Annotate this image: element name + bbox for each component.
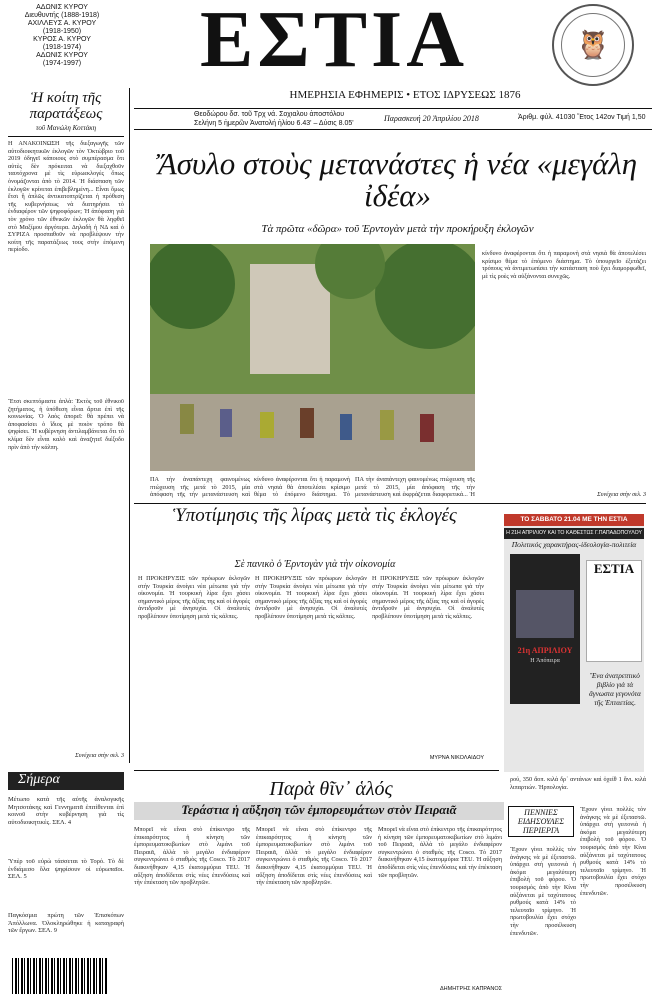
barcode xyxy=(12,958,108,994)
promo-sub: Η 21Η ΑΠΡΙΛΙΟΥ ΚΑΙ ΤΟ ΚΑΘΕΣΤΩΣ Γ.ΠΑΠΑΔΟΠΟΥΛΟΥ xyxy=(504,528,644,539)
simera-item-2: Ὑπὲρ τοῦ εὐρὼ τάσσεται τὸ Τορό. Τὸ δὲ ἐνδιάμεσο ὅλα ψηφίσουν οἱ εὐρωπαῖοι. ΣΕΛ. 5 xyxy=(8,858,124,881)
bottom-rule xyxy=(134,770,499,771)
main-body-right: κίνδυνο ἀναφέρονται ὅτι ἡ παραμονὴ στὰ νησιὰ θὰ ἀποτελέσει κρίσιμο θέμα τὸ ἐπόμενο διάστημα. Τὸ ὑπουργεῖο ἐξετάζει τρόπους νὰ ἀντιμετωπίσει τὴν κατάσταση ποὺ ἔχει διαμορφωθεῖ, μὲ τὶς ροὲς νὰ αὐξάνονται συνεχῶς. xyxy=(482,250,646,280)
para-headline: Τεράστια ἡ αὔξηση τῶν ἐμπορευμάτων στὸν Πειραιᾶ xyxy=(181,803,457,817)
info-bar xyxy=(134,108,652,130)
founder-4: ΑΔΩΝΙΣ ΚΥΡΟΥ xyxy=(36,52,88,59)
main-body-mid2: ΠΑ τὴν ἀναπάντεχη φαινομένως πτώχευση τῆς μετά τὸ 2015, μία ἀπόφαση τῆς τὴν μετανάστευση καὶ ἐκφράζεται διαφορετικά... Ἡ xyxy=(355,476,475,498)
founder-1-years: Διευθυντής (1888-1918) xyxy=(24,12,100,19)
main-continued: Συνέχεια στὴν σελ. 3 xyxy=(597,492,646,498)
simera-title: Σήμερα xyxy=(8,772,124,790)
info-moon: Σελήνη 5 ἡμερῶν Ἀνατολή ἡλίου 6.43' – Δύσις 8.05' xyxy=(194,120,354,127)
main-body-mid: κίνδυνο ἀναφέρονται ὅτι ἡ παραμονὴ στὰ νησιὰ θὰ ἀποτελέσει κρίσιμο θέμα τὸ ἐπόμενο διάστημα. Τὸ xyxy=(254,476,350,498)
left-col-author: τοῦ Μανώλη Κοττάκη xyxy=(35,124,97,132)
left-col-divider xyxy=(8,136,124,137)
masthead-title: ΕΣΤΙΑ xyxy=(200,0,468,84)
col-divider xyxy=(129,88,130,763)
pennies-body-right: Ἔχουν γίνει πολλὲς τὸν ἀνάγκης νὰ μὲ ἐξεταστῶ. ὑπάρχει στὴ γειτονιὰ ἡ ἀκόμα μεγαλύτερη ἐπιβολὴ τοῦ φόρου. Ὁ τουρισμὸς ἀπὸ τὴν Κίνα αὐξάνεται μὲ ταχύτατους ρυθμούς κατὰ 14% τὸ τελευταῖο τρίμηνο. Ἡ πρωτοβουλία ἔχει στόχο τὴν προσέλκυση ἐπενδυτῶν. xyxy=(580,806,646,897)
para-body-col1: Μπορεῖ νὰ εἶναι στὸ ἐπίκεντρο τῆς ἐπικαιρότητος ἡ κίνηση τῶν ἐμπορευματοκιβωτίων στὸ λιμάνι τοῦ Πειραιᾶ, ἀλλὰ τὸ μεγάλο ἐνδιαφέρον συγκεντρώνει ὁ σταθμὸς τῆς Cosco. Τὸ 2017 διακινήθηκαν 4,15 ἑκατομμύρια TEU. Ἡ αὔξηση ἀποδίδεται στὶς νέες ἐπενδύσεις καὶ τὴν ἐπέκταση τῶν προβλητῶν. xyxy=(134,826,250,887)
info-address: Θεοδώρου δσ. τοῦ Τρχ νά. Σοχιαλου ἀποστόλου xyxy=(194,111,345,118)
founder-3: ΚΥΡΟΣ Α. ΚΥΡΟΥ xyxy=(33,36,91,43)
second-subheadline: Σὲ πανικὸ ὁ Ἐρντογὰν γιὰ τὴν οἰκονομία xyxy=(234,559,396,570)
book-cover-photo xyxy=(516,590,574,638)
photo-illustration xyxy=(150,244,475,471)
owl-icon: 🦉 xyxy=(561,13,625,77)
book-subtitle: Η Ἀπόπειρα xyxy=(530,658,560,664)
main-body-left: ΠΑ τὴν ἀναπάντεχη φαινομένως πτώχευση τῆς μετά τὸ 2015, μία ἀπόφαση τῆς τὴν μετανάστευση καὶ xyxy=(150,476,250,498)
simera-item-3: Παγκόσμια πρώτη τῶν Ἐπισκόπων Ἀπόλλωνα. Ὁλοκληρώθηκε ἡ καταγραφὴ τῶν ἔργων. ΣΕΛ. 9 xyxy=(8,912,124,935)
book-title: 21η ΑΠΡΙΛΙΟΥ xyxy=(517,646,573,655)
mini-newspaper-title: ΕΣΤΙΑ xyxy=(593,561,635,576)
pennies-body-left: Ἔχουν γίνει πολλὲς τὸν ἀνάγκης νὰ μὲ ἐξεταστῶ. ὑπάρχει στὴ γειτονιὰ ἡ ἀκόμα μεγαλύτερη ἐπιβολὴ τοῦ φόρου. Ὁ τουρισμὸς ἀπὸ τὴν Κίνα αὐξάνεται μὲ ταχύτατους ρυθμούς κατὰ 14% τὸ τελευταῖο τρίμηνο. Ἡ πρωτοβουλία ἔχει στόχο τὴν προσέλκυση ἐπενδυτῶν. xyxy=(510,846,576,937)
second-headline: Ὑποτίμησις τῆς λίρας μετὰ τὶς ἐκλογές xyxy=(173,505,457,526)
left-col-continued: Συνέχεια στὴν σελ. 3 xyxy=(75,753,124,759)
migrants-photo xyxy=(150,244,475,471)
main-headline: Ἄσυλο στοὺς μετανάστες ἡ νέα «μεγάλη ἰδέα» xyxy=(157,146,638,213)
second-body-col3: Η ΠΡΟΚΗΡΥΞΙΣ τῶν πρόωρων ἐκλογῶν στὴν Τουρκία ἀνοίγει νέα μέτωπα γιὰ τὴν οἰκονομία. Ἡ τουρκικὴ λίρα ἔχει χάσει σημαντικὸ μέρος τῆς ἀξίας της καὶ οἱ ἀγορὲς ἀντιδροῦν μὲ ἀνησυχία. Οἱ ἀναλυτὲς προβλέπουν ὑποτίμηση μετὰ τὶς κάλπες. xyxy=(372,575,484,620)
promo-sub2: Πολιτικός χαρακτήρας-ἰδεολογία-πολιτεία xyxy=(511,540,637,549)
issue-number: Ἀριθμ. φύλ. 41030 Ἔτος 142ον Τιμή 1,50 xyxy=(518,114,646,121)
founders-box xyxy=(8,4,116,68)
founder-3-years: (1918-1974) xyxy=(42,44,82,51)
founder-1: ΑΔΩΝΙΣ ΚΥΡΟΥ xyxy=(36,4,88,11)
second-body-col1: Η ΠΡΟΚΗΡΥΞΙΣ τῶν πρόωρων ἐκλογῶν στὴν Τουρκία ἀνοίγει νέα μέτωπα γιὰ τὴν οἰκονομία. Ἡ τουρκικὴ λίρα ἔχει χάσει σημαντικὸ μέρος τῆς ἀξίας της καὶ οἱ ἀγορὲς ἀντιδροῦν μὲ ἀνησυχία. Οἱ ἀναλυτὲς προβλέπουν ὑποτίμηση μετὰ τὶς κάλπες. xyxy=(138,575,250,620)
founder-4-years: (1974-1997) xyxy=(42,60,82,67)
para-author: ΔΗΜΗΤΡΗΣ ΚΑΠΡΑΝΟΣ xyxy=(439,986,502,992)
seal-logo xyxy=(552,4,634,86)
newspaper-subtitle: ΗΜΕΡΗΣΙΑ ΕΦΗΜΕΡΙΣ • ΕΤΟΣ ΙΔΡΥΣΕΩΣ 1876 xyxy=(289,89,521,101)
para-body-col2: Μπορεῖ νὰ εἶναι στὸ ἐπίκεντρο τῆς ἐπικαιρότητος ἡ κίνηση τῶν ἐμπορευματοκιβωτίων στὸ λιμάνι τοῦ Πειραιᾶ, ἀλλὰ τὸ μεγάλο ἐνδιαφέρον συγκεντρώνει ὁ σταθμὸς τῆς Cosco. Τὸ 2017 διακινήθηκαν 4,15 ἑκατομμύρια TEU. Ἡ αὔξηση ἀποδίδεται στὶς νέες ἐπενδύσεις καὶ τὴν ἐπέκταση τῶν προβλητῶν. xyxy=(256,826,372,887)
issue-date: Παρασκευή 20 Ἀπριλίου 2018 xyxy=(384,114,479,123)
section-rule xyxy=(134,503,646,504)
simera-item-1: Μέτωπο κατὰ τῆς αὐτῆς ἀναλογικῆς Μητσοτάκης καὶ Γεννηματᾶ ἐπιτίθενται ἐπὶ κοινοῦ στὴν κυβέρνηση γιὰ τὶς αὐτοδιοικητικὲς. ΣΕΛ. 4 xyxy=(8,796,124,826)
para-section-title: Παρὰ θῖν᾽ ἁλός xyxy=(269,778,393,800)
promo-caption: Ἕνα ἀνατρεπτικὸ βιβλίο γιὰ τὰ ἄγνωστα γεγονότα τῆς Ἐπταετίας. xyxy=(589,672,641,707)
second-author: ΜΥΡΝΑ ΝΙΚΟΛΑΙΔΟΥ xyxy=(429,755,484,761)
left-col-title: Ἡ κοίτη τῆς παρατάξεως xyxy=(29,90,103,122)
founder-2: ΑΧΙΛΛΕΥΣ Α. ΚΥΡΟΥ xyxy=(27,20,97,27)
second-body-col2: Η ΠΡΟΚΗΡΥΞΙΣ τῶν πρόωρων ἐκλογῶν στὴν Τουρκία ἀνοίγει νέα μέτωπα γιὰ τὴν οἰκονομία. Ἡ τουρκικὴ λίρα ἔχει χάσει σημαντικὸ μέρος τῆς ἀξίας της καὶ οἱ ἀγορὲς ἀντιδροῦν μὲ ἀνησυχία. Οἱ ἀναλυτὲς προβλέπουν ὑποτίμηση μετὰ τὶς κάλπες. xyxy=(255,575,367,620)
pennies-top-text: ρού, 350 ἄοπ. κιλά δρ᾽ αντάνων καὶ ὁχείθ 1 ἄνι. κιλά λιπαρτιών. Ἡρπολογία. xyxy=(510,776,646,791)
main-subheadline: Τὰ πρῶτα «δῶρα» τοῦ Ἐρντογὰν μετὰ τὴν προκήρυξη ἐκλογῶν xyxy=(261,223,534,235)
founder-2-years: (1918-1950) xyxy=(42,28,82,35)
left-col-body-2: Ἔτσι σκεπτόμαστε ἁπλὰ: Ἐκτὸς τοῦ ἐθνικοῦ ζητήματος, ἡ ὑπόθεση εἶναι ἄρτια ἐπὶ τῆς κοινωνίας. Ὁ λαὸς ἀπορεῖ: θὰ πρέπει νὰ ἀποφασίσει ὁ ἴδιος μὲ ποιὸν τρόπο θὰ ψηφίσει. Ἡ κυβέρνηση ἀντιλαμβάνεται ὅτι τὸ κλίμα δὲν εἶναι καλὸ καὶ ἀναζητεῖ διέξοδο πρὶν ἀπὸ τὴν κάλπη. xyxy=(8,398,124,451)
pennies-title: ΠΕΝΝΙΕΣ ΕΙΔΗΣΟΥΛΕΣ ΠΕΡΙΕΡΓΑ xyxy=(508,806,574,837)
promo-book xyxy=(510,554,580,704)
mini-newspaper xyxy=(586,560,642,662)
promo-bar: ΤΟ ΣΑΒΒΑΤΟ 21.04 ΜΕ ΤΗΝ ΕΣΤΙΑ xyxy=(504,514,644,526)
para-body-col3: Μπορεῖ νὰ εἶναι στὸ ἐπίκεντρο τῆς ἐπικαιρότητος ἡ κίνηση τῶν ἐμπορευματοκιβωτίων στὸ λιμάνι τοῦ Πειραιᾶ, ἀλλὰ τὸ μεγάλο ἐνδιαφέρον συγκεντρώνει ὁ σταθμὸς τῆς Cosco. Τὸ 2017 διακινήθηκαν 4,15 ἑκατομμύρια TEU. Ἡ αὔξηση ἀποδίδεται στὶς νέες ἐπενδύσεις καὶ τὴν ἐπέκταση τῶν προβλητῶν. xyxy=(378,826,502,879)
left-col-body: Η ΑΝΑΚΟΙΝΩΣΗ τῆς διεξαγωγῆς τῶν αὐτοδιοικητικῶν ἐκλογῶν τὸν Ὀκτώβριο τοῦ 2019 ὁδηγεῖ κάποιους στὸ συμπέρασμα ὅτι αὐτὲς δὲν πρόκειται νὰ διεξαχθοῦν ταυτόχρονα μὲ τὶς εὐρωεκλογὲς ὅπως ὀνομάζονται ἀπὸ τὸ 2014. Ἡ διάσπαση τῶν ἐκλογῶν κρίνεται ἐπιβεβλημένη... Εἶναι ὅμως ἔτσι ἢ ἁπλῶς ἀντικατοπτρίζεται ἡ πρόθεση τῆς κυβερνήσεως νὰ διατηρήσει τὸ ἐνδιαφέρον τῶν ψηφοφόρων; Ἡ ἀπόφαση γιὰ τὸν χρόνο τῶν ἐθνικῶν ἐκλογῶν θὰ ληφθεῖ στὸ Μαξίμου ἀργότερα. Δηλαδὴ ἡ ΝΔ καὶ ὁ ΣΥΡΙΖΑ προσπαθοῦν νὰ προβλέψουν τὴν κοίτη τῆς παρατάξεως τους στὴν ἐπόμενη περίοδο. xyxy=(8,140,124,254)
